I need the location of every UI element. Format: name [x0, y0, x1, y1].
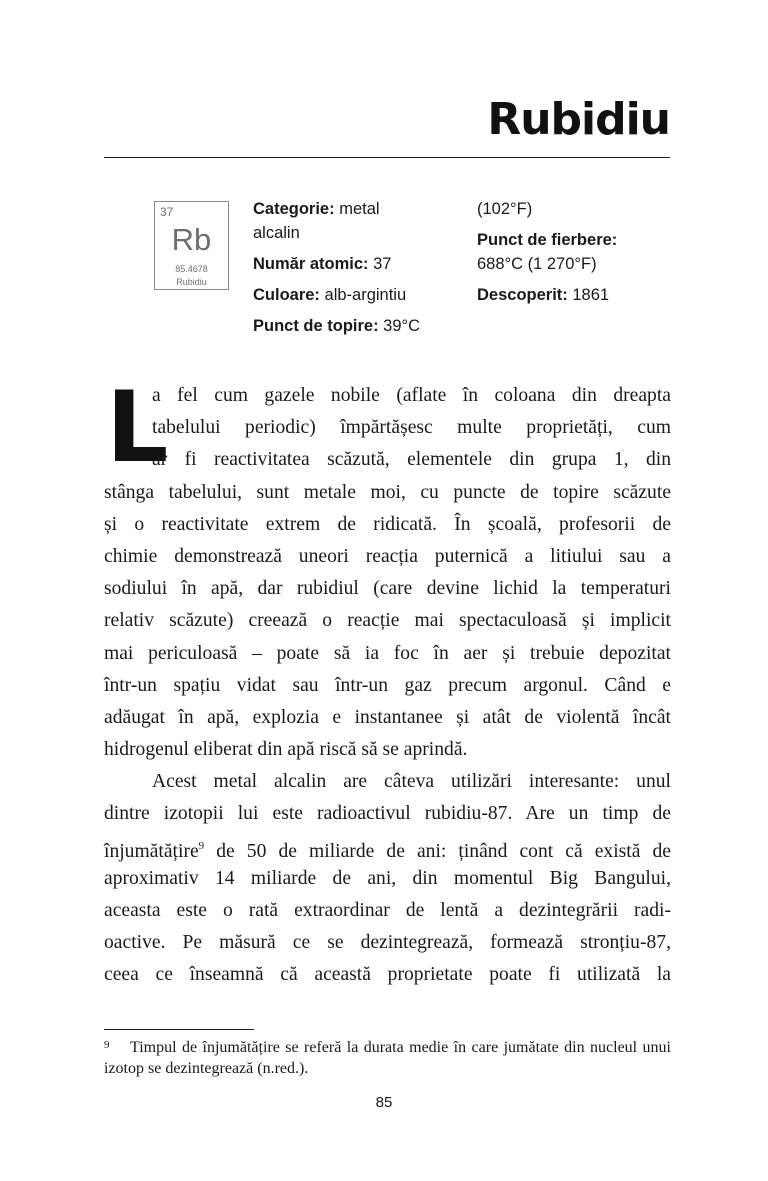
facts-column-1	[253, 197, 453, 338]
element-name: Rubidiu	[176, 277, 207, 287]
footnote-rule	[104, 1029, 254, 1030]
drop-cap: L	[106, 371, 169, 485]
paragraph-2	[104, 766, 671, 991]
text-line: aceasta este o rată extraordinar de lentă a dezintegrării radi-	[104, 899, 671, 921]
text-line: relativ scăzute) creează o reacție mai spectaculoasă și implicit	[104, 610, 671, 632]
paragraph-1	[104, 371, 671, 766]
fact-topire-f: (102°F)	[477, 200, 533, 218]
text-line: chimie demonstrează uneori reacția puternică a litiului sau a	[104, 545, 671, 567]
fact-culoare: Culoare: alb-argintiu	[253, 286, 407, 304]
text-line: înjumătățire$^9$ de 50 de miliarde de ani: ținând cont că există de	[104, 840, 671, 863]
fact-fierbere-value: 688°C (1 270°F)	[477, 255, 597, 273]
text-line: hidrogenul eliberat din apă riscă să se aprindă.	[104, 739, 468, 761]
text-line: dintre izotopii lui este radioactivul rubidiu-87. Are un timp de	[104, 803, 671, 825]
element-tile	[154, 201, 229, 290]
fact-descoperit: Descoperit: 1861	[477, 286, 610, 304]
text-line: într-un spațiu vidat sau într-un gaz precum argonul. Când e	[104, 674, 671, 696]
text-line: mai periculoasă – poate să ia foc în aer și trebuie depozitat	[104, 642, 671, 664]
fact-punct-topire: Punct de topire: 39°C	[253, 317, 421, 335]
text-line: Acest metal alcalin are câteva utilizări interesante: unul	[152, 771, 671, 792]
fact-categorie: Categorie: metal	[253, 200, 380, 218]
title-rule	[104, 157, 670, 158]
fact-fierbere-label: Punct de fierbere:	[477, 231, 618, 249]
fact-numar-atomic: Număr atomic: 37	[253, 255, 392, 273]
footnote-text: Timpul de înjumătățire se referă la durata medie în care jumătate din nucleul unui izotop se dezintegrează (n.red.).	[104, 1039, 671, 1077]
atomic-number: 37	[160, 205, 174, 219]
text-line: ar fi reactivitatea scăzută, elementele din grupa 1, din	[152, 449, 671, 471]
text-line: stânga tabelului, sunt metale moi, cu puncte de topire scăzute	[104, 481, 671, 503]
text-line: adăugat în apă, explozia e instantanee și atât de violentă încât	[104, 706, 671, 728]
text-line: ceea ce înseamnă că această proprietate poate fi utilizată la	[104, 964, 671, 986]
footnote	[104, 1035, 671, 1079]
atomic-mass: 85.4678	[175, 264, 208, 274]
text-line: oactive. Pe măsură ce se dezintegrează, formează stronțiu-87,	[104, 931, 671, 953]
page-title: Rubidiu	[487, 94, 670, 145]
facts-column-2	[477, 197, 677, 307]
text-line: sodiului în apă, dar rubidiul (care devine lichid la temperaturi	[104, 578, 671, 600]
footnote-ref: 9	[198, 840, 205, 853]
text-line: a fel cum gazele nobile (aflate în coloana din dreapta	[152, 385, 671, 406]
page-number: 85	[375, 1094, 393, 1111]
text-line: tabelului periodic) împărtășesc multe proprietăți, cum	[152, 417, 671, 439]
element-symbol: Rb	[171, 222, 212, 257]
text-line: aproximativ 14 miliarde de ani, din momentul Big Bangului,	[104, 867, 671, 889]
text-line: și o reactivitate extrem de ridicată. În școală, profesorii de	[104, 513, 671, 535]
footnote-mark: 9	[104, 1039, 110, 1051]
fact-categorie-cont: alcalin	[253, 224, 300, 242]
